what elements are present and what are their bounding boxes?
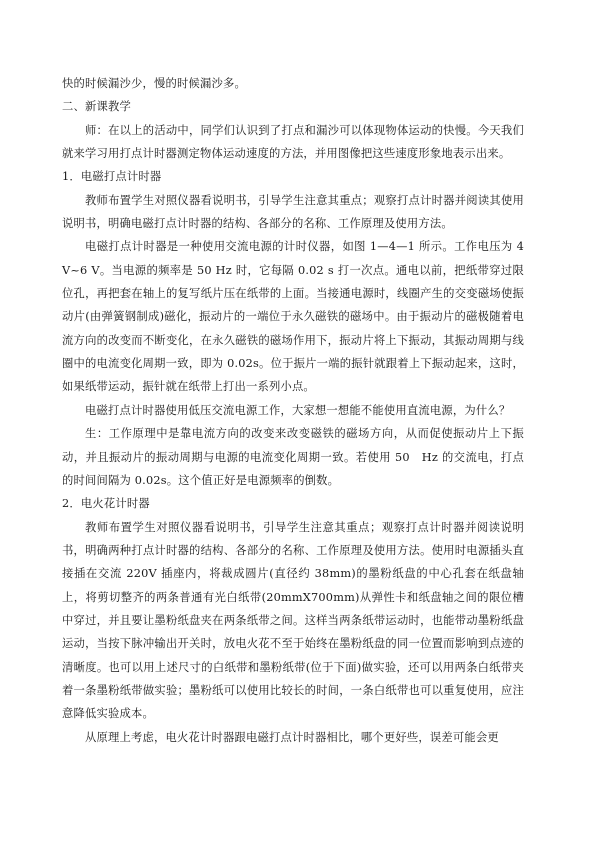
em-timer-manual-paragraph: 教师布置学生对照仪器看说明书，引导学生注意其重点；观察打点计时器并阅读其使用说明书，明确电磁打点计时器的结构、各部分的名称、工作原理及使用方法。 (62, 193, 524, 231)
comparison-paragraph: 从原理上考虑，电火花计时器跟电磁打点计时器相比，哪个更好些，误差可能会更 (85, 730, 499, 744)
student-answer-paragraph: 生：工作原理中是靠电流方向的改变来改变磁铁的磁场方向，从而促使振动片上下振动，并且振动片的振动周期与电源的电流变化周期一致。若使用 50 Hz 的交流电，打点的时间间隔为 0.02s。这个值正好是电源频率的倒数。 (62, 427, 524, 487)
page-content (62, 72, 524, 749)
section-heading-new-lesson: 二、新课教学 (62, 100, 131, 114)
subheading-em-timer: 1．电磁打点计时器 (62, 170, 162, 184)
spark-timer-manual-paragraph: 教师布置学生对照仪器看说明书，引导学生注意其重点；观察打点计时器并阅读说明书，明确两种打点计时器的结构、各部分的名称、工作原理及使用方法。使用时电源插头直接插在交流 220V 插座内，将裁成圆片(直径约 38mm)的墨粉纸盘的中心孔套在纸盘轴上，将剪切整齐的两条普通有光白纸带(20mmX700mm)从弹性卡和纸盘轴之间的限位槽中穿过，并且要让墨粉纸盘夹在两条纸带之间。这样当两条纸带运动时，也能带动墨粉纸盘运动，当按下脉冲输出开关时，放电火花不至于始终在墨粉纸盘的同一位置而影响到点迹的清晰度。也可以用上述尺寸的白纸带和墨粉纸带(位于下面)做实验，还可以用两条白纸带夹着一条墨粉纸带做实验；墨粉纸可以使用比较长的时间，一条白纸带也可以重复使用，应注意降低实验成本。 (62, 520, 524, 721)
teacher-intro-paragraph: 师：在以上的活动中，同学们认识到了打点和漏沙可以体现物体运动的快慢。今天我们就来学习用打点计时器测定物体运动速度的方法，并用图像把这些速度形象地表示出来。 (62, 123, 524, 161)
em-timer-principle-paragraph: 电磁打点计时器是一种使用交流电源的计时仪器，如图 1—4—1 所示。工作电压为 4 V~6 V。当电源的频率是 50 Hz 时，它每隔 0.02 s 打一次点。通电以前，把纸带穿过限位孔，再把套在轴上的复写纸片压在纸带的上面。当接通电源时，线圈产生的交变磁场使振动片(由弹簧钢制成)磁化，振动片的一端位于永久磁铁的磁场中。由于振动片的磁极随着电流方向的改变而不断变化，在永久磁铁的磁场作用下，振动片将上下振动，其振动周期与线圈中的电流变化周期一致，即为 0.02s。位于振片一端的振针就跟着上下振动起来，这时，如果纸带运动，振针就在纸带上打出一系列小点。 (62, 240, 524, 394)
subheading-spark-timer: 2．电火花计时器 (62, 497, 150, 511)
em-timer-question-paragraph: 电磁打点计时器使用低压交流电源工作，大家想一想能不能使用直流电源，为什么？ (85, 403, 511, 417)
continued-paragraph: 快的时候漏沙少，慢的时候漏沙多。 (62, 77, 246, 90)
